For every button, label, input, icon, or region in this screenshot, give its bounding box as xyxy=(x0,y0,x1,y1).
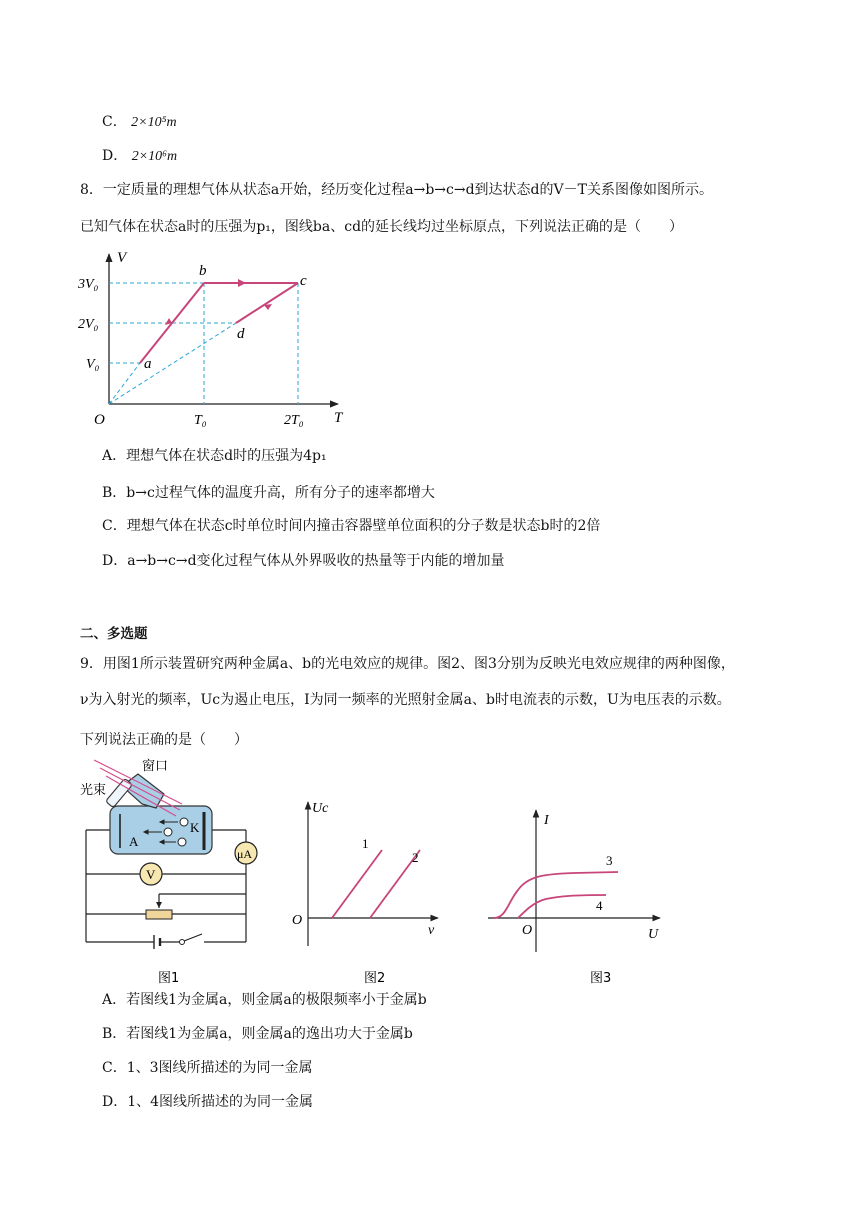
arrow-cd xyxy=(264,304,272,310)
q7-option-c xyxy=(102,112,177,133)
q9-stem-line2: ν为入射光的频率，Uc为遏止电压，I为同一频率的光照射金属a、b时电流表的示数，U为电压表的示数。 xyxy=(80,692,731,708)
i-axis-label: I xyxy=(544,813,549,828)
option-text: 2×10⁵m xyxy=(131,115,177,130)
q8-option-d: D．a→b→c→d变化过程气体从外界吸收的热量等于内能的增加量 xyxy=(102,553,505,569)
anode-label: A xyxy=(129,834,139,849)
tick-2v0: 2V₀ xyxy=(78,317,99,332)
q8-option-c: C．理想气体在状态c时单位时间内撞击容器壁单位面积的分子数是状态b时的2倍 xyxy=(102,518,601,534)
fig1-apparatus xyxy=(76,756,266,988)
q9-stem-line1: 9．用图1所示装置研究两种金属a、b的光电效应的规律。图2、图3分别为反映光电效应规律的两种图像， xyxy=(80,656,735,672)
voltmeter-label: V xyxy=(146,867,156,882)
point-a: a xyxy=(144,356,152,372)
q7-option-d xyxy=(102,146,177,167)
switch-blade xyxy=(184,934,202,941)
fig3-i-u-graph xyxy=(484,806,674,988)
q8-stem-line1: 8．一定质量的理想气体从状态a开始，经历变化过程a→b→c→d到达状态d的V－T关系图像如图所示。 xyxy=(80,182,713,198)
origin-label: O xyxy=(94,412,105,428)
option-letter: D． xyxy=(102,148,128,164)
origin-label: O xyxy=(522,923,533,938)
option-text: 2×10⁶m xyxy=(131,149,178,164)
tick-v0: V₀ xyxy=(86,357,100,372)
nu-axis-label: ν xyxy=(428,923,435,938)
section-title: 二、多选题 xyxy=(80,626,148,642)
t-axis-label: T xyxy=(334,410,343,426)
q8-option-b: B．b→c过程气体的温度升高，所有分子的速率都增大 xyxy=(102,485,435,501)
curve-4-label: 4 xyxy=(596,898,603,913)
curve-4 xyxy=(518,895,606,918)
fig1-caption: 图1 xyxy=(158,971,180,986)
q8-option-a: A．理想气体在状态d时的压强为4p₁ xyxy=(102,448,327,464)
uc-axis-label: Uc xyxy=(312,801,329,816)
tick-3v0: 3V₀ xyxy=(78,277,99,292)
q8-stem-line2: 已知气体在状态a时的压强为p₁，图线ba、cd的延长线均过坐标原点，下列说法正确的是（ ） xyxy=(80,219,684,235)
tick-2t0: 2T₀ xyxy=(284,413,304,428)
point-b: b xyxy=(199,263,207,279)
line-1 xyxy=(332,850,382,918)
q9-option-a: A．若图线1为金属a，则金属a的极限频率小于金属b xyxy=(102,992,427,1008)
cathode-label: K xyxy=(190,820,200,835)
q9-option-c: C．1、3图线所描述的为同一金属 xyxy=(102,1060,313,1076)
q9-stem-line3: 下列说法正确的是（ ） xyxy=(80,732,248,748)
fig3-caption: 图3 xyxy=(590,971,612,986)
origin-label: O xyxy=(292,913,303,928)
tick-t0: T₀ xyxy=(194,413,207,428)
point-c: c xyxy=(300,273,307,289)
switch-pivot xyxy=(180,940,185,945)
rheostat xyxy=(146,910,172,919)
q9-option-b: B．若图线1为金属a，则金属a的逸出功大于金属b xyxy=(102,1026,413,1042)
window-label: 窗口 xyxy=(142,759,169,774)
beam-label: 光束 xyxy=(80,783,107,798)
point-d: d xyxy=(237,326,245,342)
curve-3-label: 3 xyxy=(606,853,613,868)
ammeter-label: μA xyxy=(237,847,253,861)
arrow-bc xyxy=(238,279,246,287)
line-1-label: 1 xyxy=(362,836,369,851)
fig2-caption: 图2 xyxy=(364,971,386,986)
fig2-uc-v-graph xyxy=(286,796,456,988)
option-letter: C． xyxy=(102,114,127,130)
slider-arrow xyxy=(156,902,162,908)
process-path xyxy=(140,283,298,363)
q9-option-d: D．1、4图线所描述的为同一金属 xyxy=(102,1094,314,1110)
u-axis-label: U xyxy=(648,927,659,942)
v-axis-label: V xyxy=(117,250,127,266)
line-2-label: 2 xyxy=(412,850,419,865)
q8-vt-graph xyxy=(76,246,356,430)
